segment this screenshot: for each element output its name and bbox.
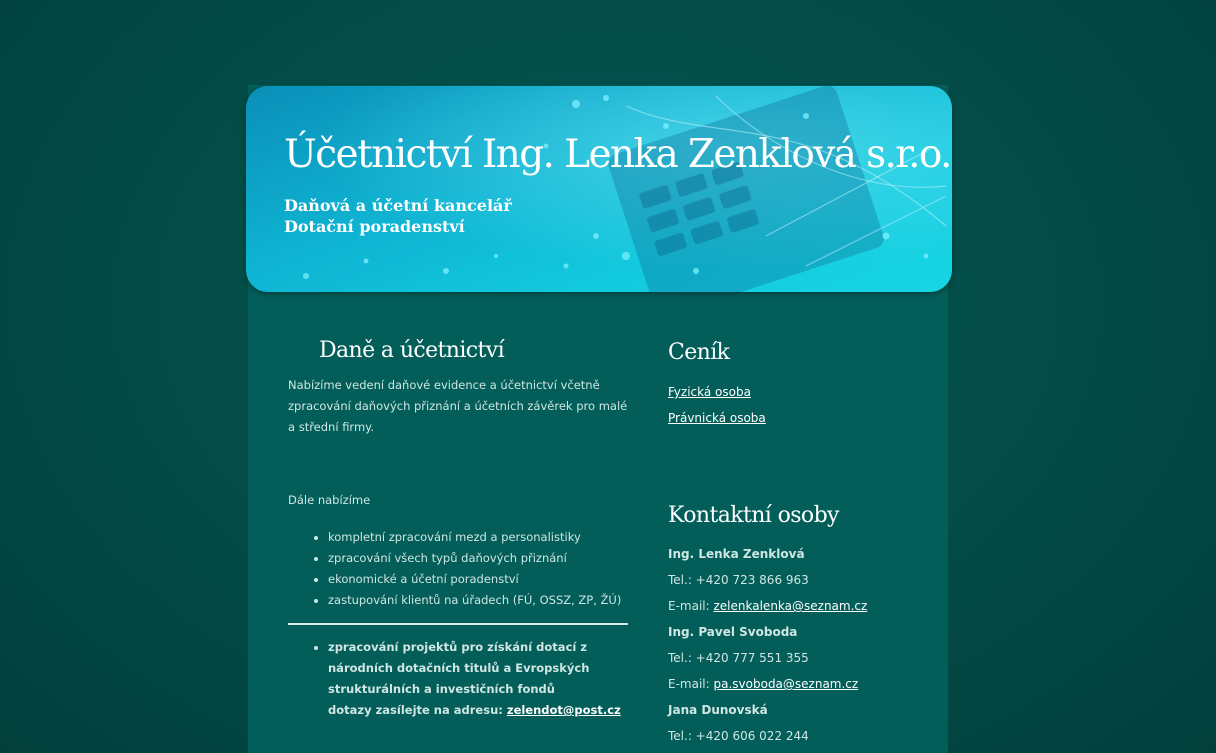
services-list <box>288 527 628 611</box>
grants-email-link[interactable]: zelendot@post.cz <box>506 703 621 717</box>
main-heading: Daně a účetnictví <box>319 338 505 363</box>
contact-email-prefix: E-mail: <box>668 677 710 691</box>
section-divider <box>288 623 628 625</box>
contact-email-prefix: E-mail: <box>668 599 710 613</box>
contact-name: Jana Dunovská <box>668 703 768 717</box>
grants-email-prefix: dotazy zasílejte na adresu: <box>328 703 503 717</box>
pricing-links <box>668 379 928 431</box>
pricing-link-company[interactable]: Právnická osoba <box>668 411 766 425</box>
intro-text: Nabízíme vedení daňové evidence a účetnictví včetně zpracování daňových přiznání a účetních závěrek pro malé a střední firmy. <box>288 378 628 434</box>
contact-email-link[interactable]: zelenkalenka@seznam.cz <box>713 599 868 613</box>
pricing-section <box>668 340 928 431</box>
contact-phone: Tel.: +420 723 866 963 <box>668 573 809 587</box>
contact-email-link[interactable]: pa.svoboda@seznam.cz <box>713 677 859 691</box>
list-item: • zpracování všech typů daňových přiznání <box>328 548 628 569</box>
pricing-heading: Ceník <box>668 340 730 365</box>
pricing-link-individual[interactable]: Fyzická osoba <box>668 385 751 399</box>
list-item: • ekonomické a účetní poradenství <box>328 569 628 590</box>
tagline-line-1: Daňová a účetní kancelář <box>284 196 512 215</box>
site-tagline <box>284 195 512 237</box>
site-title: Účetnictví Ing. Lenka Zenklová s.r.o. <box>284 132 951 177</box>
contact-name: Ing. Pavel Svoboda <box>668 625 798 639</box>
contact-email-row <box>668 671 928 697</box>
contacts-heading: Kontaktní osoby <box>668 503 839 528</box>
grants-list <box>288 637 628 721</box>
list-item: • kompletní zpracování mezd a personalistiky <box>328 527 628 548</box>
list-item <box>328 637 628 721</box>
contacts-section-title <box>668 503 839 528</box>
grants-text: zpracování projektů pro získání dotací z národních dotačních titulů a Evropských strukturálních a investičních fondů <box>328 640 590 696</box>
contact-name: Ing. Lenka Zenklová <box>668 547 805 561</box>
calculator-banner-image <box>246 86 952 292</box>
more-services-label: Dále nabízíme <box>288 493 371 507</box>
contact-email-row <box>668 593 928 619</box>
contacts-list <box>668 541 928 749</box>
contact-phone: Tel.: +420 777 551 355 <box>668 651 809 665</box>
tagline-line-2: Dotační poradenství <box>284 217 465 236</box>
site-header-banner <box>246 86 952 292</box>
main-column <box>288 338 628 721</box>
contact-phone: Tel.: +420 606 022 244 <box>668 729 809 743</box>
list-item: • zastupování klientů na úřadech (FÚ, OSSZ, ZP, ŽÚ) <box>328 590 628 611</box>
